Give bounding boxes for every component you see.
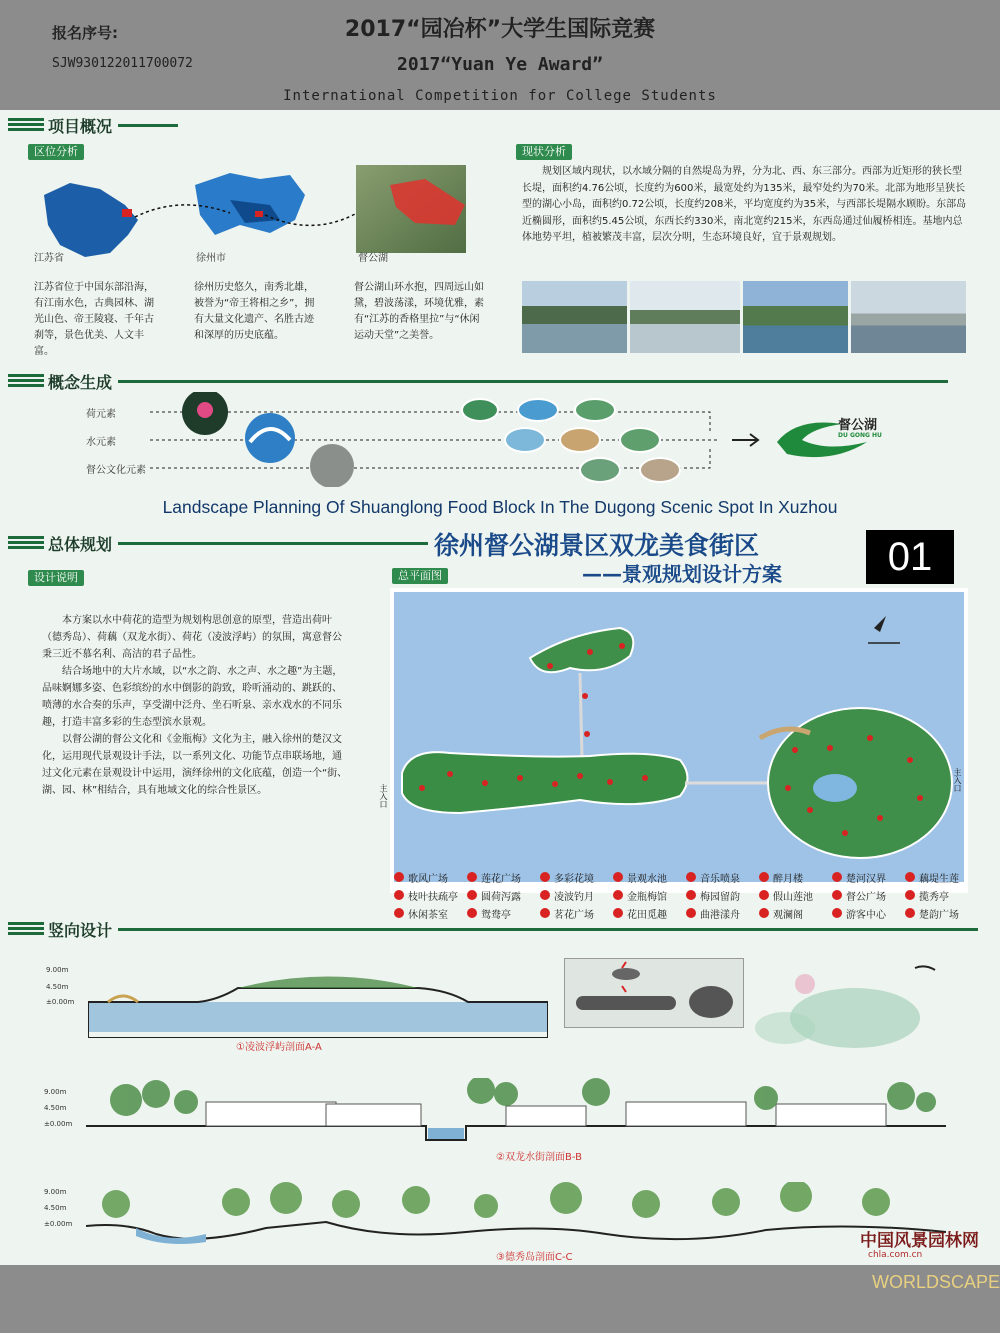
design-paragraph: 以督公湖的督公文化和《金瓶梅》文化为主，融入徐州的楚汉文化，运用现代景观设计手法，以一系列文化、功能节点串联场地，通过文化元素在景观设计中运用，演绎徐州的文化底蕴，创造一个“街、湖、园、林”相结合，具有地域文化的综合性景区。 [42, 734, 348, 796]
section-bar-icon [8, 374, 44, 388]
level-marker: 4.50m [44, 1204, 67, 1212]
sub-title: ——景观规划设计方案 [582, 562, 782, 586]
section-aa-drawing [88, 960, 548, 1038]
legend-item: 督公广场 [832, 886, 904, 904]
level-marker: 9.00m [44, 1088, 67, 1096]
level-marker: ±0.00m [46, 998, 75, 1006]
section-bar-icon [8, 922, 44, 936]
jiangsu-highlight [122, 209, 132, 217]
level-marker: ±0.00m [44, 1120, 73, 1128]
site-photo [851, 281, 966, 353]
level-marker: 4.50m [46, 983, 69, 991]
tree-canopy [102, 1182, 890, 1218]
logo-subtext: DU GONG HU [838, 432, 882, 439]
location-maps [30, 165, 500, 265]
legend-item: 假山莲池 [759, 886, 831, 904]
arrow-right-icon [732, 434, 758, 446]
design-notes [42, 612, 350, 799]
design-paragraph: 结合场地中的大片水域，以“水之韵、水之声、水之趣”为主题，品味婀娜多姿、色彩缤纷的水中倒影的韵致，聆听涌动的、跳跃的、喷薄的水合奏的乐声，享受湖中泛舟、坐石听泉、亲水戏水的不同乐趣，打造丰富多彩的生态型滨水景观。 [42, 666, 343, 728]
legend-item: 歌风广场 [394, 868, 466, 886]
section-title: 竖向设计 [48, 920, 113, 940]
section-bb-drawing [86, 1078, 946, 1146]
level-marker: 4.50m [44, 1104, 67, 1112]
section-title: 总体规划 [48, 534, 113, 554]
lotus-decoration [745, 948, 965, 1058]
footer-bar [0, 1265, 1000, 1333]
location-analysis-tab: 区位分析 [28, 144, 84, 160]
xuzhou-description: 徐州历史悠久，南秀北雄，被誉为“帝王将相之乡”，拥有大量文化遗产、名胜古迹和深厚的历史底蕴。 [194, 282, 315, 341]
bridge [580, 673, 582, 758]
section-caption: ②双龙水街剖面B-B [496, 1152, 582, 1163]
english-banner: Landscape Planning Of Shuanglong Food Block In The Dugong Scenic Spot In Xuzhou [162, 497, 838, 517]
section-title: 概念生成 [48, 372, 113, 392]
section-vertical-header [8, 918, 998, 940]
legend-item: 茗花广场 [540, 904, 612, 922]
section-caption: ③德秀岛剖面C-C [496, 1252, 573, 1263]
status-analysis-tab: 现状分析 [516, 144, 572, 160]
level-marker: 9.00m [44, 1188, 67, 1196]
divider [118, 380, 948, 383]
legend-item: 梅园留韵 [686, 886, 758, 904]
design-notes-tab: 设计说明 [28, 570, 84, 586]
competition-title: 2017“园冶杯”大学生国际竞赛 [344, 17, 656, 42]
concept-element-label: 水元素 [86, 437, 116, 448]
legend-item: 枝叶扶疏亭 [394, 886, 466, 904]
legend-item: 凌波钓月 [540, 886, 612, 904]
section-bar-icon [8, 536, 44, 550]
buildings [206, 1102, 886, 1126]
west-dike [402, 752, 688, 813]
footer-site: 中国风景园林网 [860, 1231, 979, 1251]
legend-item: 醉月楼 [759, 868, 831, 886]
legend-item: 鸳鸯亭 [467, 904, 539, 922]
footer-brand: WORLDSCAPE [872, 1272, 1000, 1292]
master-plan-map [390, 588, 968, 893]
legend-item: 景观水池 [613, 868, 685, 886]
section-planning-header [8, 532, 438, 554]
design-paragraph: 本方案以水中荷花的造型为规划构思创意的原型，营造出荷叶（德秀岛）、荷藕（双龙水街）、荷花（凌波浮屿）的氛围，寓意督公秉三近不慕名利、高洁的君子品性。 [42, 615, 342, 660]
level-marker: ±0.00m [44, 1220, 73, 1228]
plan-legend [394, 868, 984, 922]
site-photo [522, 281, 627, 353]
legend-item: 音乐喷泉 [686, 868, 758, 886]
legend-item: 花田觅趣 [613, 904, 685, 922]
sheet-number: 01 [866, 530, 954, 584]
section-bar-icon [8, 118, 44, 132]
statue-icon [310, 444, 354, 487]
concept-element-label: 督公文化元素 [86, 465, 146, 476]
logo-text: 督公湖 [838, 418, 878, 433]
registration-number: SJW930122011700072 [52, 56, 193, 71]
site-photo [630, 281, 740, 353]
master-plan-tab: 总平面图 [392, 568, 448, 584]
xuzhou-highlight [255, 211, 263, 217]
legend-item: 楚河汉界 [832, 868, 904, 886]
competition-subtitle: International Competition for College Students [283, 88, 717, 104]
divider [118, 124, 178, 127]
legend-item: 曲港漾舟 [686, 904, 758, 922]
jiangsu-map [44, 183, 138, 257]
entrance-label-right: 主入口 [953, 768, 962, 792]
legend-item: 楚韵广场 [905, 904, 977, 922]
jiangsu-description: 江苏省位于中国东部沿海，有江南水色，古典园林、湖光山色、帝王陵寝、千年古刹等，景色优美、人文丰富。 [34, 282, 154, 357]
divider [118, 542, 428, 545]
legend-item: 藕堤生莲 [905, 868, 977, 886]
concept-element-label: 荷元素 [86, 409, 116, 420]
map-label: 江苏省 [34, 253, 64, 264]
section-title: 项目概况 [48, 116, 113, 136]
legend-item: 揽秀亭 [905, 886, 977, 904]
entrance-label-left: 主入口 [379, 784, 388, 808]
section-overview-header [8, 114, 998, 136]
tree-canopy [238, 977, 418, 989]
award-title: 2017“Yuan Ye Award” [397, 54, 603, 75]
main-title: 徐州督公湖景区双龙美食街区 [434, 531, 760, 560]
divider [118, 928, 978, 931]
legend-item: 多彩花境 [540, 868, 612, 886]
status-description: 规划区域内现状，以水域分隔的自然堤岛为界，分为北、西、东三部分。西部为近矩形的狭长型长堤，面积约4.76公顷，长度约为600米，最宽处约为135米，最窄处约为70米。北部为地形呈狭长型的湖心小岛，面积约0.72公顷，长度约208米，平均宽度约为35米，与西部长堤隔水顾盼。东部岛近椭圆形，面积约5.45公顷，东西长约330米，南北宽约215米，东西岛通过仙履桥相连。基地内总体地势平坦，植被繁茂丰富，层次分明，生态环境良好，宜于景观规划。 [522, 166, 967, 243]
section-caption: ①凌波浮屿剖面A-A [236, 1042, 322, 1053]
legend-item: 金瓶梅馆 [613, 886, 685, 904]
legend-item: 休闲茶室 [394, 904, 466, 922]
section-cc-drawing [86, 1182, 946, 1250]
legend-item: 圆荷泻露 [467, 886, 539, 904]
footer-url: chla.com.cn [868, 1250, 923, 1260]
dugong-description: 督公湖山环水抱，四周远山如黛，碧波荡漾，环境优雅，素有“江苏的香格里拉”与“休闲运动天堂”之美誉。 [354, 282, 484, 341]
section-concept-header [8, 370, 998, 392]
legend-item: 观澜阁 [759, 904, 831, 922]
legend-item: 莲花广场 [467, 868, 539, 886]
map-label: 徐州市 [196, 253, 226, 264]
map-label: 督公湖 [358, 253, 388, 264]
site-photo [743, 281, 848, 353]
level-marker: 9.00m [46, 966, 69, 974]
registration-label: 报名序号: [52, 24, 118, 42]
bird-icon [915, 966, 935, 970]
concept-diagram [120, 392, 760, 487]
legend-item: 游客中心 [832, 904, 904, 922]
key-plan-drawing [566, 960, 742, 1026]
